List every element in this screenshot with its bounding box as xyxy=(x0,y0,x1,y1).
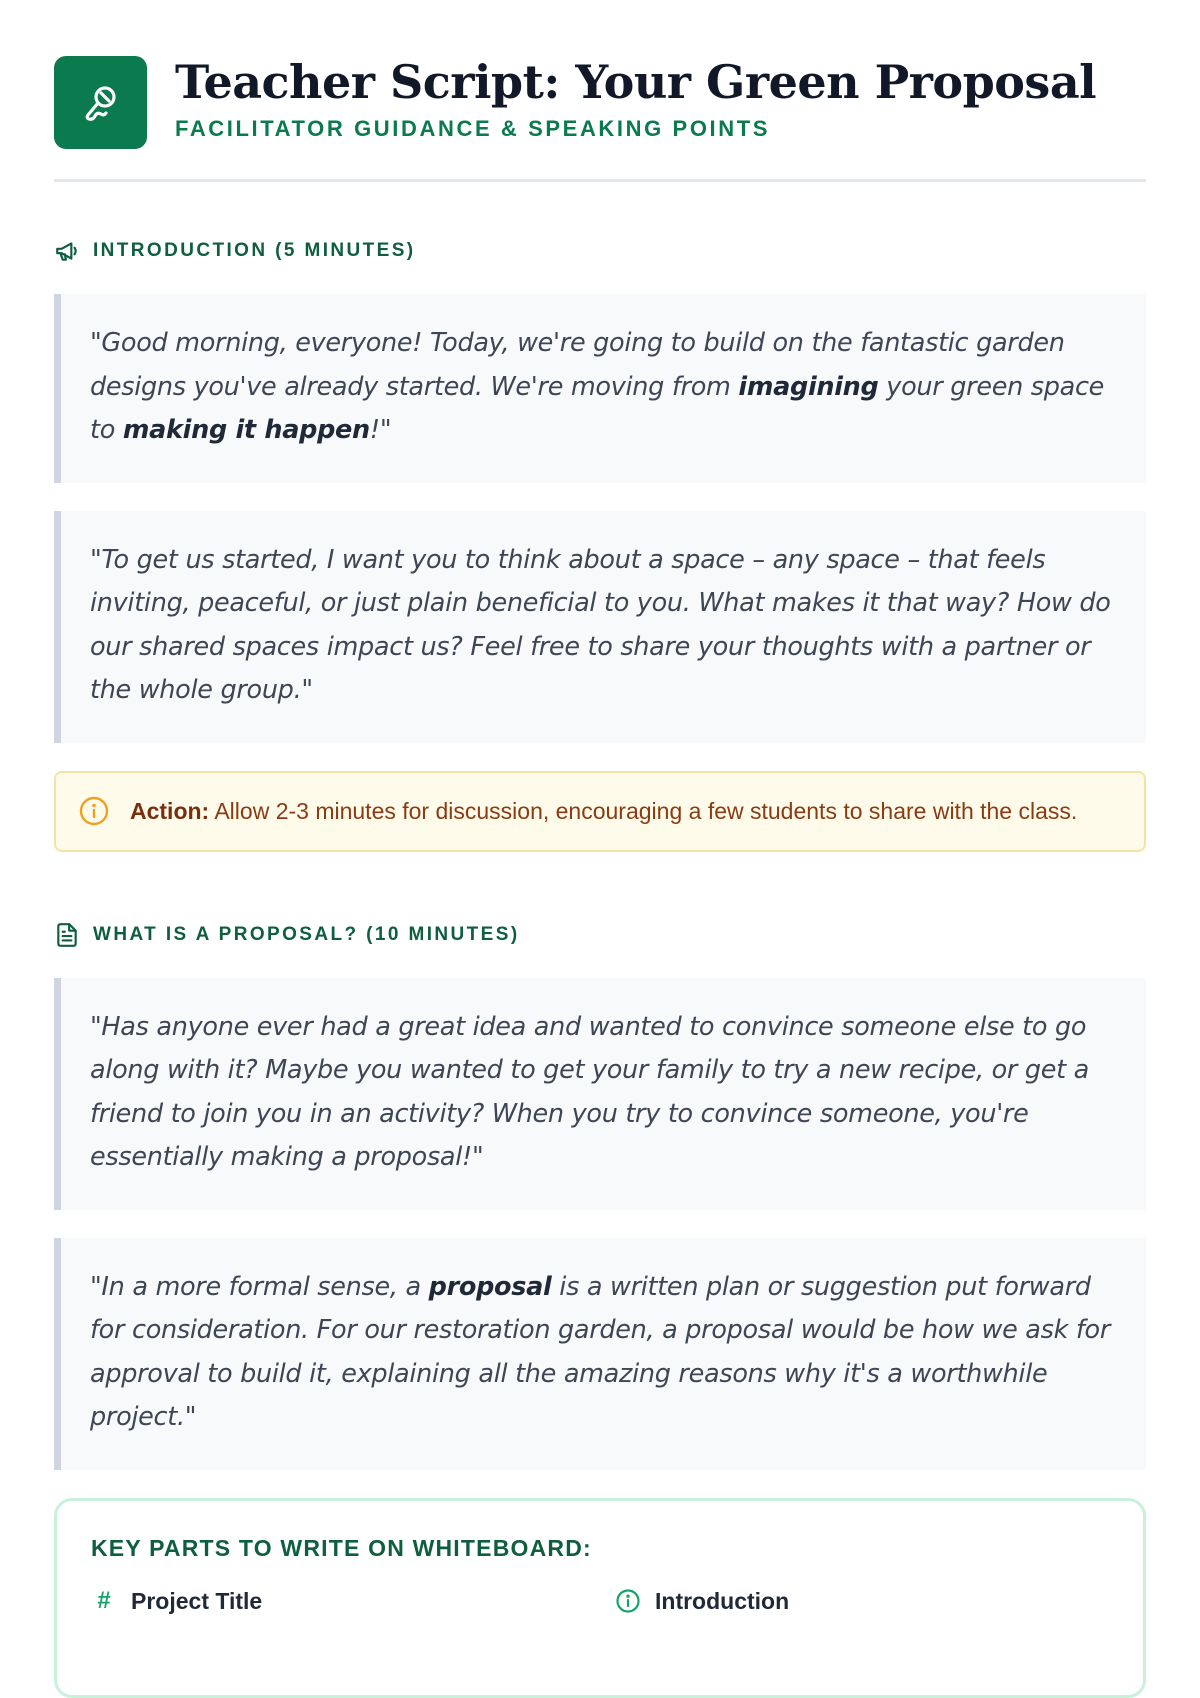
page-header xyxy=(54,0,1146,182)
whiteboard-title: KEY PARTS TO WRITE ON WHITEBOARD: xyxy=(91,1534,592,1561)
action-callout xyxy=(54,771,1146,852)
section-heading-text: WHAT IS A PROPOSAL? (10 MINUTES) xyxy=(93,923,520,945)
document-icon xyxy=(54,922,80,948)
quote-text: "Good morning, everyone! Today, we're going to build on the fantastic garden designs you've already started. We're moving from xyxy=(90,328,1065,402)
action-label: Action: xyxy=(130,797,210,824)
whiteboard-card xyxy=(54,1498,1146,1698)
emphasis-text: imagining xyxy=(738,371,879,402)
quote-text: !" xyxy=(369,415,392,445)
script-quote xyxy=(54,511,1146,743)
quote-text: your green space to xyxy=(90,371,1105,445)
hash-icon: # xyxy=(97,1587,111,1614)
info-icon xyxy=(615,1588,641,1614)
whiteboard-list xyxy=(91,1588,1109,1615)
quote-text: is a written plan or suggestion put forward for consideration. For our restoration garden, a proposal would be how we ask for approval to build it, explaining all the amazing reasons why it's a worthwhile project." xyxy=(90,1271,1111,1432)
quote-text: "To get us started, I want you to think about a space – any space – that feels inviting, peaceful, or just plain beneficial to you. What makes it that way? How do our shared spaces impact us? Feel free to share your thoughts with a partner or the whole group." xyxy=(90,544,1111,705)
list-item-label: Project Title xyxy=(131,1587,263,1614)
quote-text: "Has anyone ever had a great idea and wanted to convince someone else to go along with it? Maybe you wanted to get your family to try a new recipe, or get a friend to join you in an activity? When you try to convince someone, you're essentially making a proposal!" xyxy=(90,1011,1090,1172)
info-icon xyxy=(78,795,110,827)
list-item-label: Introduction xyxy=(655,1587,790,1614)
emphasis-text: proposal xyxy=(428,1271,552,1302)
list-item xyxy=(615,1588,1109,1615)
script-quote xyxy=(54,978,1146,1210)
list-item xyxy=(91,1588,585,1615)
action-description: Allow 2-3 minutes for discussion, encouraging a few students to share with the class. xyxy=(209,797,1078,824)
section-heading-proposal xyxy=(54,922,1146,948)
emphasis-text: making it happen xyxy=(122,415,370,445)
megaphone-icon xyxy=(54,238,80,264)
section-heading-text: INTRODUCTION (5 MINUTES) xyxy=(93,240,416,261)
title-block xyxy=(175,57,1096,142)
script-quote xyxy=(54,294,1146,483)
quote-text: "In a more formal sense, a xyxy=(90,1271,429,1302)
page-subtitle: FACILITATOR GUIDANCE & SPEAKING POINTS xyxy=(175,115,771,141)
action-text xyxy=(130,795,1077,828)
page-title: Teacher Script: Your Green Proposal xyxy=(175,55,1097,110)
section-heading-introduction xyxy=(54,238,1146,264)
microphone-icon xyxy=(54,56,147,149)
script-quote xyxy=(54,1238,1146,1470)
